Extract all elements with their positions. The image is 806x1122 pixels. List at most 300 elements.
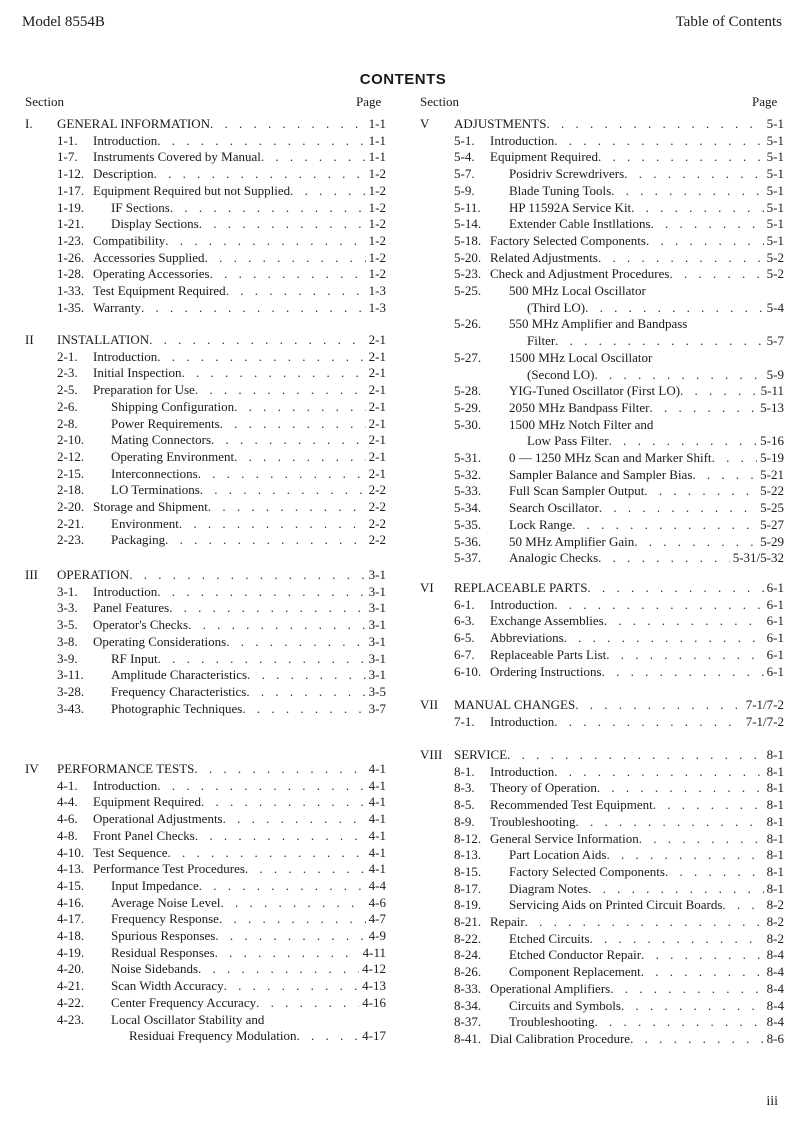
header-model: Model 8554B: [22, 14, 105, 30]
entry-number: 8-15.: [454, 863, 482, 879]
entry-number: 5-14.: [454, 216, 482, 232]
entry-number: 5-33.: [454, 483, 482, 499]
entry-label: (Second LO): [527, 366, 595, 382]
entry-page: 6-1: [766, 630, 784, 646]
toc-entry[interactable]: [454, 400, 784, 416]
toc-entry[interactable]: [57, 978, 386, 994]
toc-entry[interactable]: [454, 831, 784, 847]
entry-number: 8-5.: [454, 797, 475, 813]
toc-entry[interactable]: [454, 283, 646, 299]
toc-entry-continued[interactable]: [527, 367, 784, 383]
entry-label: Related Adjustments: [490, 249, 598, 265]
toc-entry[interactable]: [57, 895, 386, 911]
entry-label: Residual Responses: [111, 944, 215, 960]
section-heading[interactable]: [57, 332, 386, 348]
toc-entry[interactable]: [57, 701, 386, 717]
section-numeral: I.: [25, 116, 33, 131]
leader-dots: [223, 811, 366, 827]
toc-entry[interactable]: [57, 794, 386, 810]
toc-entry-continued[interactable]: [527, 433, 784, 449]
entry-label: Equipment Required but not Supplied: [93, 182, 291, 198]
leader-dots: [607, 847, 764, 863]
entry-label: RF Input: [111, 650, 158, 666]
section-heading[interactable]: [454, 747, 784, 763]
entry-page: 8-1: [766, 813, 784, 829]
entry-page: 8-6: [766, 1030, 784, 1046]
leader-dots: [680, 383, 758, 399]
toc-entry[interactable]: [57, 961, 386, 977]
toc-entry[interactable]: [454, 316, 687, 332]
entry-number: 5-23.: [454, 266, 482, 282]
entry-label: Warranty: [93, 299, 142, 315]
entry-label: Input Impedance: [111, 877, 199, 893]
entry-label: General Service Information: [490, 830, 639, 846]
toc-entry[interactable]: [57, 216, 386, 232]
leader-dots: [194, 761, 365, 777]
leader-dots: [554, 133, 763, 149]
leader-dots: [224, 978, 360, 994]
entry-page: 4-1: [368, 844, 386, 860]
entry-label: Preparation for Use: [93, 382, 195, 398]
entry-label: LO Terminations: [111, 482, 200, 498]
toc-entry[interactable]: [454, 881, 784, 897]
entry-page: 3-1: [368, 650, 386, 666]
entry-label: Exchange Assemblies: [490, 613, 604, 629]
leader-dots: [199, 216, 366, 232]
entry-number: 8-13.: [454, 847, 482, 863]
leader-dots: [641, 947, 764, 963]
entry-label: 1500 MHz Local Oscillator: [509, 349, 653, 365]
toc-entry[interactable]: [57, 183, 386, 199]
leader-dots: [208, 499, 366, 515]
leader-dots: [572, 517, 757, 533]
leader-dots: [188, 617, 366, 633]
leader-dots: [205, 250, 366, 266]
toc-entry[interactable]: [454, 450, 784, 466]
entry-label: Operating Considerations: [93, 633, 227, 649]
entry-number: 8-1.: [454, 763, 475, 779]
toc-entry[interactable]: [57, 928, 386, 944]
entry-page: 5-1: [766, 199, 784, 215]
leader-dots: [575, 697, 743, 713]
toc-entry[interactable]: [57, 499, 386, 515]
toc-entry[interactable]: [57, 283, 386, 299]
leader-dots: [644, 483, 757, 499]
entry-number: 8-41.: [454, 1030, 482, 1046]
leader-dots: [651, 216, 764, 232]
toc-entry[interactable]: [454, 981, 784, 997]
entry-number: 5-30.: [454, 416, 482, 432]
toc-entry[interactable]: [454, 664, 784, 680]
entry-page: 1-3: [368, 283, 386, 298]
entry-label: Blade Tuning Tools: [509, 182, 612, 198]
toc-entry[interactable]: [454, 166, 784, 182]
entry-number: 4-10.: [57, 844, 85, 860]
leader-dots: [157, 349, 365, 365]
leader-dots: [245, 861, 366, 877]
entry-label: 550 MHz Amplifier and Bandpass: [509, 316, 688, 332]
entry-page: 2-1: [368, 348, 386, 364]
entry-page: 4-6: [368, 894, 386, 910]
toc-entry[interactable]: [57, 166, 386, 182]
toc-entry[interactable]: [57, 349, 386, 365]
entry-label: Scan Width Accuracy: [111, 978, 224, 994]
entry-number: 7-1.: [454, 713, 475, 729]
section-heading[interactable]: [454, 580, 784, 596]
toc-entry-continued[interactable]: [527, 300, 784, 316]
toc-entry[interactable]: [454, 630, 784, 646]
entry-label: PERFORMANCE TESTS: [57, 761, 195, 776]
toc-entry[interactable]: [454, 998, 784, 1014]
toc-entry[interactable]: [57, 466, 386, 482]
leader-dots: [220, 895, 365, 911]
entry-number: 1-19.: [57, 199, 85, 215]
entry-label: Operator's Checks: [93, 617, 189, 633]
entry-number: 3-1.: [57, 583, 78, 599]
toc-entry[interactable]: [57, 365, 386, 381]
leader-dots: [555, 333, 763, 349]
leader-dots: [610, 981, 763, 997]
entry-number: 3-43.: [57, 700, 85, 716]
entry-label: Theory of Operation: [490, 780, 597, 796]
leader-dots: [210, 116, 366, 132]
leader-dots: [692, 467, 757, 483]
section-heading[interactable]: [57, 116, 386, 132]
entry-page: 4-7: [368, 911, 386, 927]
entry-number: 5-20.: [454, 249, 482, 265]
leader-dots: [211, 432, 366, 448]
toc-entry[interactable]: [57, 133, 386, 149]
entry-label: Etched Conductor Repair: [509, 947, 642, 963]
entry-page: 5-2: [766, 266, 784, 282]
entry-page: 4-1: [368, 794, 386, 810]
toc-entry[interactable]: [57, 811, 386, 827]
entry-page: 3-1: [368, 617, 386, 633]
entry-number: 2-6.: [57, 398, 78, 414]
entry-label: Average Noise Level: [111, 894, 221, 910]
toc-entry[interactable]: [57, 250, 386, 266]
leader-dots: [195, 828, 366, 844]
toc-entry[interactable]: [454, 133, 784, 149]
leader-dots: [154, 166, 366, 182]
entry-page: 7-1/7-2: [745, 697, 784, 712]
toc-entry[interactable]: [57, 149, 386, 165]
entry-number: 4-19.: [57, 944, 85, 960]
toc-entry[interactable]: [454, 914, 784, 930]
toc-entry[interactable]: [454, 613, 784, 629]
toc-entry[interactable]: [454, 814, 784, 830]
toc-entry[interactable]: [57, 617, 386, 633]
entry-label: Introduction: [93, 583, 158, 599]
leader-dots: [179, 516, 366, 532]
toc-entry[interactable]: [57, 233, 386, 249]
entry-page: 1-1: [368, 132, 386, 148]
toc-entry[interactable]: [57, 684, 386, 700]
toc-entry[interactable]: [57, 432, 386, 448]
entry-number: 4-20.: [57, 961, 85, 977]
entry-number: 5-7.: [454, 166, 475, 182]
entry-page: 5-11: [760, 383, 784, 399]
entry-number: 1-33.: [57, 283, 85, 298]
entry-label: Equipment Required: [93, 794, 201, 810]
toc-entry[interactable]: [454, 250, 784, 266]
leader-dots: [546, 116, 763, 132]
toc-entry[interactable]: [454, 764, 784, 780]
entry-page: 2-1: [368, 365, 386, 381]
toc-entry[interactable]: [454, 797, 784, 813]
section-heading[interactable]: [57, 567, 386, 583]
entry-page: 5-31/5-32: [732, 550, 784, 566]
toc-entry[interactable]: [57, 482, 386, 498]
toc-entry[interactable]: [57, 828, 386, 844]
entry-page: 4-12: [362, 961, 386, 977]
entry-label: Introduction: [93, 348, 158, 364]
entry-label: Test Sequence: [93, 844, 168, 860]
entry-page: 4-13: [362, 978, 386, 994]
toc-entry[interactable]: [454, 517, 784, 533]
toc-entry[interactable]: [454, 714, 784, 730]
entry-number: 6-10.: [454, 663, 482, 679]
toc-entry[interactable]: [57, 878, 386, 894]
entry-number: 2-21.: [57, 515, 85, 531]
section-heading[interactable]: [57, 761, 386, 777]
leader-dots: [598, 250, 764, 266]
toc-entry[interactable]: [57, 911, 386, 927]
entry-label: Panel Features: [93, 600, 170, 616]
toc-entry[interactable]: [454, 1031, 784, 1047]
entry-label: Display Sections: [111, 216, 199, 232]
leader-dots: [246, 684, 365, 700]
toc-entry[interactable]: [57, 945, 386, 961]
entry-number: 4-18.: [57, 928, 85, 943]
toc-entry[interactable]: [454, 216, 784, 232]
entry-page: 2-2: [368, 532, 386, 548]
entry-number: 4-23.: [57, 1011, 85, 1027]
leader-dots: [157, 778, 365, 794]
toc-entry[interactable]: [454, 597, 784, 613]
toc-entry-continued[interactable]: [527, 333, 784, 349]
entry-page: 5-25: [760, 500, 784, 516]
entry-page: 8-1: [766, 830, 784, 846]
leader-dots: [602, 664, 764, 680]
toc-entry[interactable]: [454, 266, 784, 282]
toc-entry[interactable]: [454, 947, 784, 963]
section-heading[interactable]: [454, 697, 784, 713]
leader-dots: [199, 878, 366, 894]
toc-entry[interactable]: [454, 149, 784, 165]
toc-entry[interactable]: [454, 847, 784, 863]
toc-entry[interactable]: [57, 300, 386, 316]
leader-dots: [641, 964, 764, 980]
entry-label: Shipping Configuration: [111, 398, 235, 414]
entry-number: 1-12.: [57, 166, 85, 182]
entry-label: Low Pass Filter: [527, 433, 609, 449]
entry-page: 5-1: [766, 149, 784, 165]
entry-number: 1-23.: [57, 232, 85, 248]
entry-page: 8-4: [766, 1014, 784, 1030]
entry-page: 3-1: [368, 667, 386, 683]
toc-entry[interactable]: [454, 780, 784, 796]
entry-label: Introduction: [93, 132, 158, 148]
toc-entry[interactable]: [454, 350, 652, 366]
entry-number: 5-31.: [454, 450, 482, 465]
toc-entry[interactable]: [454, 183, 784, 199]
entry-number: 8-19.: [454, 897, 482, 913]
entry-label: REPLACEABLE PARTS: [454, 580, 588, 595]
entry-number: 3-28.: [57, 683, 85, 699]
entry-label: Analogic Checks: [509, 550, 599, 566]
entry-number: 3-9.: [57, 650, 78, 666]
entry-label: ADJUSTMENTS: [454, 116, 547, 131]
entry-page: 1-2: [368, 199, 386, 215]
entry-page: 8-1: [766, 763, 784, 779]
toc-entry[interactable]: [57, 532, 386, 548]
entry-label: Interconnections: [111, 465, 198, 481]
toc-entry[interactable]: [454, 534, 784, 550]
entry-page: 4-1: [368, 811, 386, 827]
entry-number: 6-7.: [454, 646, 475, 662]
toc-entry[interactable]: [57, 584, 386, 600]
entry-label: 500 MHz Local Oscillator: [509, 283, 646, 298]
leader-dots: [594, 1014, 763, 1030]
entry-label: MANUAL CHANGES: [454, 697, 576, 712]
entry-label: 0 — 1250 MHz Scan and Marker Shift: [509, 450, 712, 465]
toc-entry[interactable]: [454, 467, 784, 483]
toc-entry[interactable]: [454, 647, 784, 663]
entry-number: 2-23.: [57, 532, 85, 548]
toc-entry[interactable]: [454, 897, 784, 913]
toc-entry[interactable]: [454, 483, 784, 499]
entry-page: 1-1: [368, 116, 386, 131]
entry-page: 1-2: [368, 216, 386, 232]
entry-label: Equipment Required: [490, 149, 598, 165]
toc-entry[interactable]: [57, 449, 386, 465]
entry-page: 4-17: [362, 1028, 386, 1044]
entry-label: Introduction: [93, 777, 158, 793]
toc-entry[interactable]: [57, 861, 386, 877]
leader-dots: [587, 580, 763, 596]
toc-entry[interactable]: [57, 600, 386, 616]
toc-entry[interactable]: [454, 550, 784, 566]
entry-label: Test Equipment Required: [93, 283, 226, 298]
leader-dots: [157, 584, 365, 600]
leader-dots: [198, 961, 359, 977]
entry-label: IF Sections: [111, 199, 170, 215]
entry-page: 2-2: [368, 499, 386, 514]
entry-number: 3-11.: [57, 667, 84, 683]
entry-label: Operational Amplifiers: [490, 980, 611, 996]
toc-entry[interactable]: [454, 500, 784, 516]
leader-dots: [220, 416, 366, 432]
entry-number: 5-25.: [454, 283, 482, 298]
leader-dots: [290, 183, 366, 199]
toc-entry[interactable]: [57, 516, 386, 532]
toc-entry[interactable]: [454, 417, 653, 433]
entry-label: Repair: [490, 914, 525, 929]
toc-entry[interactable]: [454, 931, 784, 947]
toc-entry[interactable]: [454, 233, 784, 249]
entry-number: 4-4.: [57, 794, 78, 810]
leader-dots: [621, 998, 764, 1014]
entry-label: Posidriv Screwdrivers: [509, 166, 625, 182]
toc-entry[interactable]: [454, 1014, 784, 1030]
entry-number: 2-18.: [57, 482, 85, 498]
toc-entry[interactable]: [57, 382, 386, 398]
entry-page: 8-4: [766, 980, 784, 996]
leader-dots: [554, 764, 763, 780]
toc-entry-continued[interactable]: [129, 1028, 386, 1044]
entry-page: 8-2: [766, 930, 784, 946]
entry-page: 1-2: [368, 249, 386, 265]
toc-entry[interactable]: [57, 634, 386, 650]
entry-label: Lock Range: [509, 516, 573, 532]
entry-label: Residuai Frequency Modulation: [129, 1028, 297, 1044]
section-heading[interactable]: [454, 116, 784, 132]
leader-dots: [169, 600, 365, 616]
entry-page: 3-1: [368, 633, 386, 649]
entry-label: Ordering Instructions: [490, 663, 602, 679]
entry-number: 1-17.: [57, 182, 85, 198]
entry-page: 3-7: [368, 700, 386, 716]
entry-label: Noise Sidebands: [111, 961, 199, 977]
toc-entry[interactable]: [57, 200, 386, 216]
toc-entry[interactable]: [57, 651, 386, 667]
toc-entry[interactable]: [57, 845, 386, 861]
toc-entry[interactable]: [454, 964, 784, 980]
entry-label: Full Scan Sampler Output: [509, 483, 645, 499]
leader-dots: [165, 233, 365, 249]
entry-page: 4-11: [362, 944, 386, 960]
entry-label: Abbreviations: [490, 630, 564, 646]
entry-label: Servicing Aids on Printed Circuit Boards: [509, 897, 723, 913]
entry-number: 5-37.: [454, 550, 482, 566]
entry-number: 2-10.: [57, 432, 85, 448]
entry-number: 5-11.: [454, 199, 481, 215]
entry-page: 2-1: [368, 332, 386, 347]
entry-page: 1-2: [368, 266, 386, 282]
toc-entry[interactable]: [57, 1012, 264, 1028]
leader-dots: [595, 367, 764, 383]
leader-dots: [712, 450, 758, 466]
entry-page: 6-1: [766, 613, 784, 629]
entry-page: 8-4: [766, 947, 784, 963]
entry-label: Circuits and Symbols: [509, 997, 621, 1013]
entry-page: 6-1: [766, 580, 784, 595]
entry-number: 2-1.: [57, 348, 78, 364]
toc-entry[interactable]: [57, 399, 386, 415]
entry-number: 5-36.: [454, 533, 482, 549]
entry-label: Operational Adjustments: [93, 811, 223, 827]
entry-number: 5-32.: [454, 466, 482, 482]
entry-number: 1-21.: [57, 216, 85, 232]
entry-page: 4-4: [368, 877, 386, 893]
toc-entry[interactable]: [57, 416, 386, 432]
entry-number: 8-21.: [454, 914, 482, 929]
toc-entry[interactable]: [57, 667, 386, 683]
toc-entry[interactable]: [57, 778, 386, 794]
toc-entry[interactable]: [57, 266, 386, 282]
entry-label: Instruments Covered by Manual: [93, 149, 261, 165]
toc-entry[interactable]: [57, 995, 386, 1011]
toc-entry[interactable]: [454, 864, 784, 880]
toc-entry[interactable]: [454, 200, 784, 216]
leader-dots: [585, 300, 764, 316]
entry-label: Performance Test Procedures: [93, 861, 245, 877]
entry-page: 2-1: [368, 415, 386, 431]
entry-number: 4-1.: [57, 777, 78, 793]
entry-label: Part Location Aids: [509, 847, 607, 863]
toc-entry[interactable]: [454, 383, 784, 399]
